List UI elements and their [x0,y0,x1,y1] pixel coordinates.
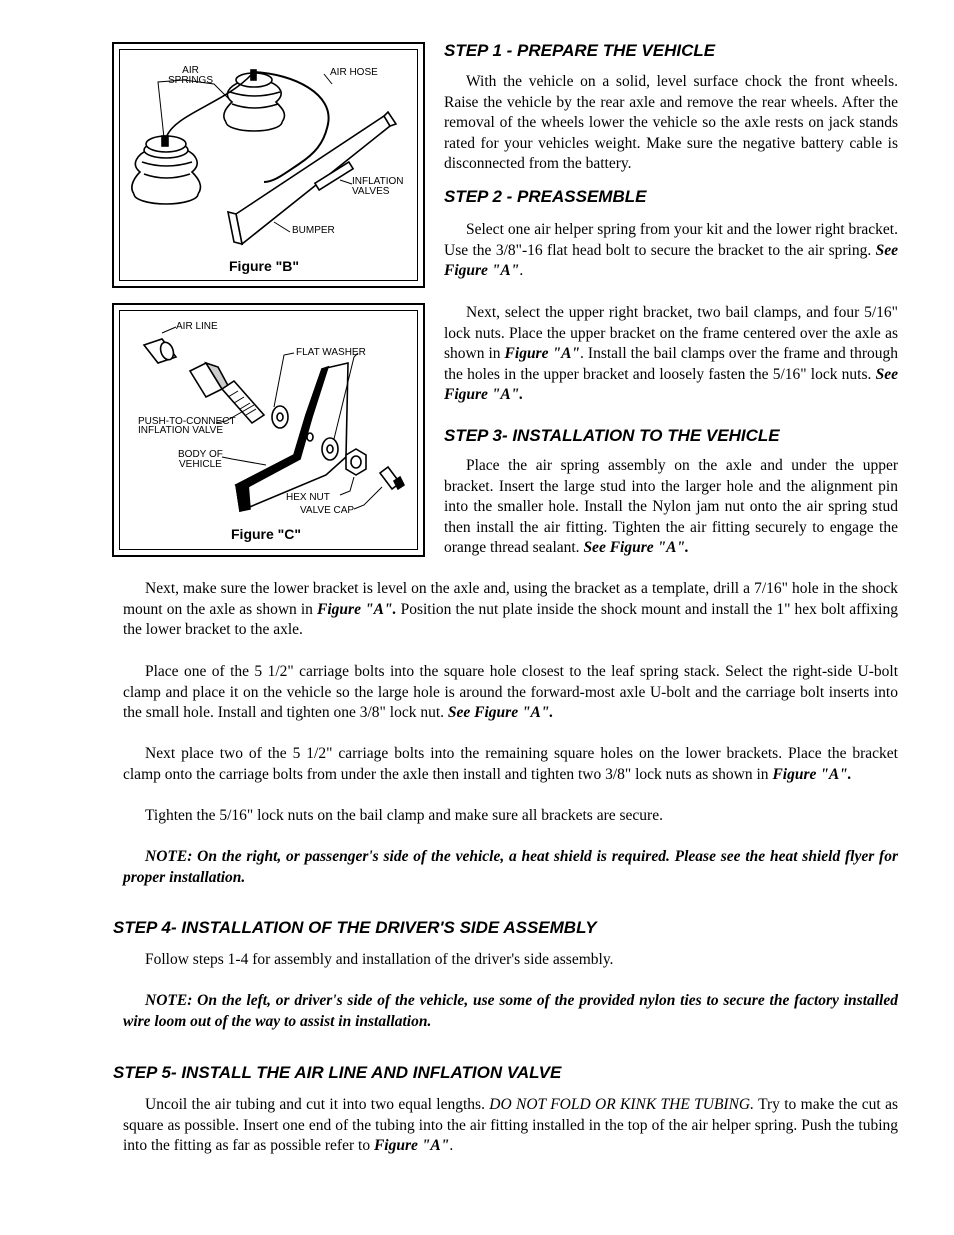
step3-para4 [123,744,898,785]
step4-para [123,950,898,971]
label-body-of-vehicle: BODY OF VEHICLE [178,449,223,470]
label-push-to-connect: PUSH-TO-CONNECT INFLATION VALVE [138,416,236,436]
vehicle-body-icon [236,363,348,511]
step2-p2-ref-b: See Figure "A". [444,365,898,404]
label-valve-cap: VALVE CAP [300,505,355,516]
step1-body: With the vehicle on a solid, level surface chock the front wheels. Raise the vehicle by the rear axle and remove the rear wheels. After the removal of the wheels lower the vehicle so the axle rests on jack stands rated for your vehicles weight. Make sure the negative battery cable is disconnected from the battery. [444,73,898,173]
step3-note [123,847,898,888]
step1-heading: STEP 1 - PREPARE THE VEHICLE [444,41,716,60]
step4-heading: STEP 4- INSTALLATION OF THE DRIVER'S SIDE ASSEMBLY [113,918,597,937]
step2-para1 [444,220,898,282]
label-air-line: AIR LINE [176,321,218,332]
label-air-hose: AIR HOSE [330,67,378,78]
step3-heading: STEP 3- INSTALLATION TO THE VEHICLE [444,426,780,445]
figure-b [112,42,425,288]
label-inflation-valves: INFLATION VALVES [352,176,404,197]
step2-p2-text-a: Next, select the upper right bracket, two bail clamps, and four 5/16" lock nuts. Place the upper bracket on the frame centered over the axle as shown in [444,304,898,363]
step3-p1-text: Place the air spring assembly on the axle and under the upper bracket. Insert the large stud into the larger hole and the alignment pin into the smaller hole. Install the Nylon jam nut onto the air spring stud then install the air fitting. Tighten the air fitting securely to engage the orange thread sealant. [444,457,898,557]
step4-note [123,991,898,1032]
step3-p1-ref: See Figure "A". [583,539,689,557]
step4-note-text: NOTE: On the left, or driver's side of the vehicle, use some of the provided nylon ties to secure the factory installed wire loom out of the way to assist in installation. [123,992,898,1030]
label-flat-washer: FLAT WASHER [296,347,366,358]
step3-p3-ref: See Figure "A". [447,704,554,722]
step2-p2-ref-a: Figure "A" [504,345,581,363]
step5-text-b: Try to make the cut as square as possible. Insert one end of the tubing into the air fitting installed in the top of the air helper spring. Push the tubing into the fitting as far as possible refer to [123,1096,898,1155]
air-spring-left-icon [132,136,201,204]
figure-c [112,303,425,557]
label-hex-nut: HEX NUT [286,492,330,503]
step3-p2-ref: Figure "A". [317,600,397,618]
step5-ref: Figure "A" [373,1137,450,1155]
step2-p1-text: Select one air helper spring from your kit and the lower right bracket. Use the 3/8"-16 flat head bolt to secure the bracket to the air spring. [444,221,898,259]
label-air-springs: AIR SPRINGS [168,65,214,86]
step5-para [123,1095,898,1157]
inflation-valve-icon [190,363,264,423]
figure-c-caption: Figure "C" [231,526,302,542]
step3-para3 [123,662,898,724]
step5-end: . [449,1137,454,1155]
step1-text [444,72,898,175]
step3-p2-text-a: Next, make sure the lower bracket is level on the axle and, using the bracket as a template, drill a 7/16" hole in the shock mount on the axle as shown in [123,580,898,618]
figure-b-illustration [114,44,427,290]
hex-nut-icon [346,449,366,475]
air-spring-right-icon [224,70,285,131]
step3-p4-ref: Figure "A". [772,765,852,783]
step2-heading: STEP 2 - PREASSEMBLE [444,187,647,206]
step3-para2 [123,579,898,641]
valve-cap-icon [380,467,404,489]
step4-text: Follow steps 1-4 for assembly and installation of the driver's side assembly. [145,951,614,968]
step3-p5-text: Tighten the 5/16" lock nuts on the bail clamp and make sure all brackets are secure. [145,807,663,824]
step2-p2-text-b: . Install the bail clamps over the frame and through the holes in the upper bracket and loosely fasten the 5/16" lock nuts. [444,345,898,383]
step2-para2 [444,303,898,406]
step2-p1-end: . [519,262,524,280]
step2-p1-ref: See Figure "A" [444,241,898,280]
step3-para5 [123,806,898,827]
step5-heading: STEP 5- INSTALL THE AIR LINE AND INFLATION VALVE [113,1063,562,1082]
step5-caution: DO NOT FOLD OR KINK THE TUBING. [489,1096,755,1113]
figure-b-caption: Figure "B" [229,258,300,274]
step5-text-a: Uncoil the air tubing and cut it into two equal lengths. [145,1096,490,1113]
step3-p4-text: Next place two of the 5 1/2" carriage bolts into the remaining square holes on the lower brackets. Place the bracket clamp onto the carriage bolts from under the axle then install and tighten two 3/8" lock nuts as shown in [123,745,898,783]
step3-para1 [444,456,898,559]
label-bumper: BUMPER [292,225,335,236]
air-line-icon [144,339,176,363]
step3-note-text: NOTE: On the right, or passenger's side of the vehicle, a heat shield is required. Please see the heat shield flyer for proper installation. [123,848,898,886]
step3-p3-text: Place one of the 5 1/2" carriage bolts into the square hole closest to the leaf spring stack. Select the right-side U-bolt clamp and place it on the vehicle so the large hole is around the forward-most axle U-bolt and the carriage bolt inserts into the small hole. Install and tighten one 3/8" lock nut. [123,663,898,722]
step3-p2-text-b: Position the nut plate inside the shock mount and install the 1" hex bolt affixing the lower bracket to the axle. [123,600,898,639]
